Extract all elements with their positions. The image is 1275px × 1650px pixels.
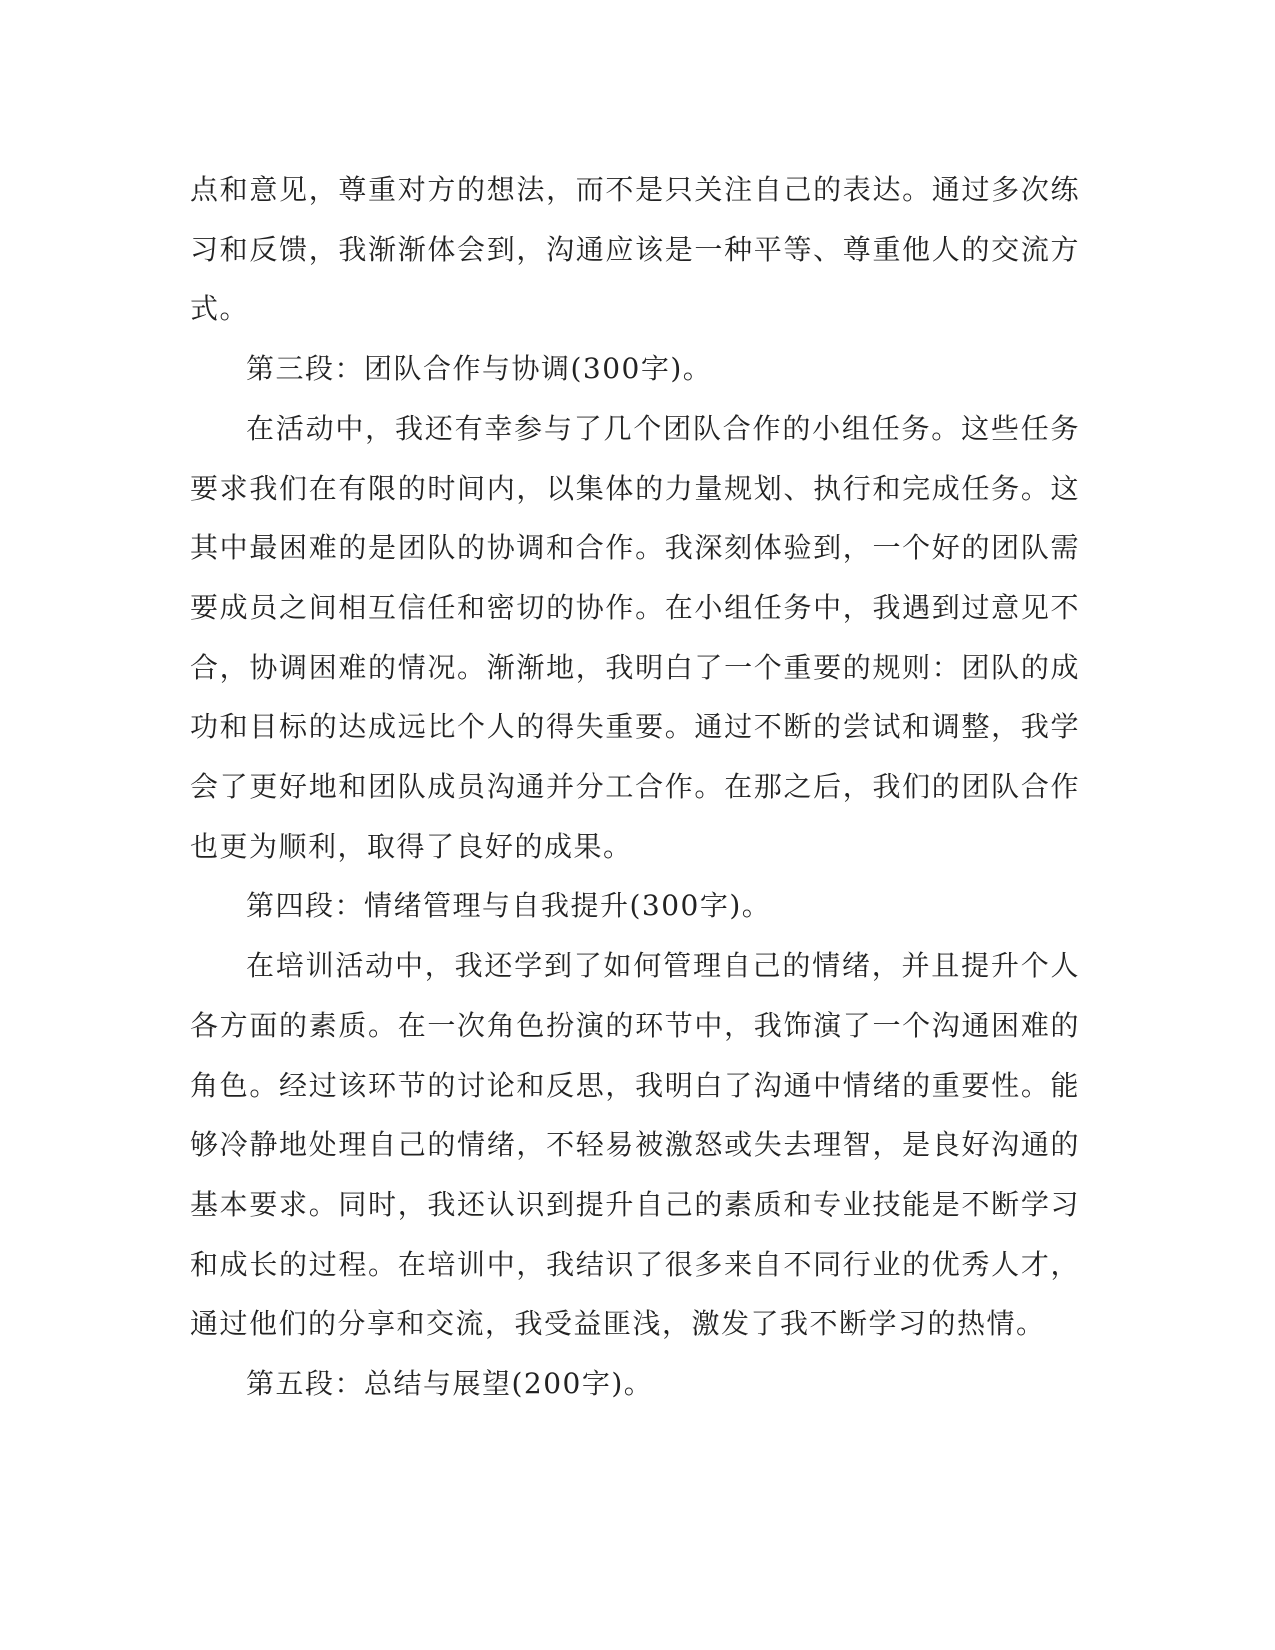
section-heading-4: 第四段：情绪管理与自我提升(300字)。 <box>246 889 772 923</box>
section-heading-3: 第三段：团队合作与协调(300字)。 <box>246 352 713 386</box>
paragraph-continuation: 点和意见，尊重对方的想法，而不是只关注自己的表达。通过多次练习和反馈，我渐渐体会到，沟通应该是一种平等、尊重他人的交流方式。 <box>190 173 1080 326</box>
paragraph-teamwork: 在活动中，我还有幸参与了几个团队合作的小组任务。这些任务要求我们在有限的时间内，以集体的力量规划、执行和完成任务。这其中最困难的是团队的协调和合作。我深刻体验到，一个好的团队需要成员之间相互信任和密切的协作。在小组任务中，我遇到过意见不合，协调困难的情况。渐渐地，我明白了一个重要的规则：团队的成功和目标的达成远比个人的得失重要。通过不断的尝试和调整，我学会了更好地和团队成员沟通并分工合作。在那之后，我们的团队合作也更为顺利，取得了良好的成果。 <box>190 411 1080 863</box>
section-heading-5: 第五段：总结与展望(200字)。 <box>246 1367 654 1401</box>
document-page <box>190 160 1080 1414</box>
paragraph-emotion-management: 在培训活动中，我还学到了如何管理自己的情绪，并且提升个人各方面的素质。在一次角色扮演的环节中，我饰演了一个沟通困难的角色。经过该环节的讨论和反思，我明白了沟通中情绪的重要性。能够冷静地处理自己的情绪，不轻易被激怒或失去理智，是良好沟通的基本要求。同时，我还认识到提升自己的素质和专业技能是不断学习和成长的过程。在培训中，我结识了很多来自不同行业的优秀人才，通过他们的分享和交流，我受益匪浅，激发了我不断学习的热情。 <box>190 949 1080 1341</box>
